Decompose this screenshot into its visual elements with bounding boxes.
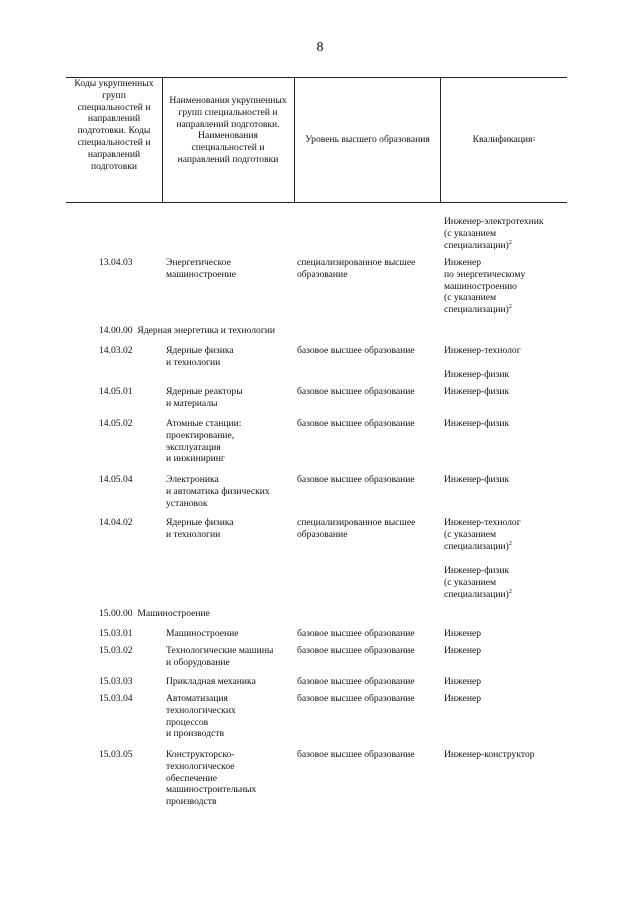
header-qualification-column: Квалификация 1 — [472, 134, 536, 146]
row-name: Ядерные физика и технологии — [166, 517, 234, 540]
row-qualification: Инженер-конструктор — [444, 749, 535, 760]
row-code: 15.03.01 — [99, 628, 133, 639]
row-code: 15.03.05 — [99, 749, 133, 760]
row-qualification: Инженер — [444, 676, 482, 687]
row-name: Машиностроение — [166, 628, 239, 639]
continued-qualification: Инженер-электротехник (с указанием специализации)$^2$ — [444, 216, 544, 251]
page-number: 8 — [316, 40, 324, 55]
row-qualification: Инженер-физик — [444, 369, 510, 380]
row-level: базовое высшее образование — [297, 693, 415, 704]
row-qualification: Инженер-физик — [444, 474, 510, 485]
row-name: Ядерные физика и технологии — [166, 345, 234, 368]
row-name: Атомные станции: проектирование, эксплуатация и инжиниринг — [166, 418, 242, 465]
row-name: Энергетическое машиностроение — [166, 257, 237, 280]
row-level: базовое высшее образование — [297, 345, 415, 356]
row-name: Конструкторско- технологическое обеспечение машиностроительных производств — [166, 749, 257, 808]
row-code: 15.03.03 — [99, 676, 133, 687]
header-code-column: Коды укрупненных групп специальностей и направлений подготовки. Коды специальностей и направлений подготовки — [74, 78, 154, 172]
row-qualification: Инженер по энергетическому машиностроению (с указанием специализации)$^2$ — [444, 257, 526, 316]
row-level: специализированное высшее образование — [297, 517, 416, 540]
row-code: 14.05.04 — [99, 474, 133, 485]
row-level: базовое высшее образование — [297, 749, 415, 760]
row-code: 13.04.03 — [99, 257, 133, 268]
row-name: Ядерные реакторы и материалы — [166, 386, 243, 409]
row-qualification: Инженер-физик (с указанием специализации)$^2$ — [444, 565, 512, 600]
row-level: базовое высшее образование — [297, 628, 415, 639]
group-heading: 15.00.00 Машиностроение — [99, 608, 210, 619]
row-level: базовое высшее образование — [297, 645, 415, 656]
row-qualification: Инженер — [444, 628, 482, 639]
row-code: 15.03.02 — [99, 645, 133, 656]
row-name: Автоматизация технологических процессов и производств — [166, 693, 236, 740]
row-qualification: Инженер-технолог (с указанием специализации)$^2$ — [444, 517, 521, 552]
row-code: 14.03.02 — [99, 345, 133, 356]
header-divider-1 — [162, 77, 163, 203]
group-heading: 14.00.00 Ядерная энергетика и технологии — [99, 325, 276, 336]
row-name: Прикладная механика — [166, 676, 256, 687]
row-qualification: Инженер — [444, 693, 482, 704]
row-level: базовое высшее образование — [297, 386, 415, 397]
row-level: базовое высшее образование — [297, 676, 415, 687]
header-level-column: Уровень высшего образования — [305, 134, 430, 146]
row-level: базовое высшее образование — [297, 474, 415, 485]
row-name: Электроника и автоматика физических установок — [166, 474, 270, 509]
row-qualification: Инженер-физик — [444, 386, 510, 397]
header-name-column: Наименования укрупненных групп специальностей и направлений подготовки. Наименования специальностей и направлений подготовки — [169, 95, 287, 165]
row-qualification: Инженер-технолог — [444, 345, 521, 356]
row-code: 15.03.04 — [99, 693, 133, 704]
row-name: Технологические машины и оборудование — [166, 645, 274, 668]
row-level: специализированное высшее образование — [297, 257, 416, 280]
row-code: 14.05.02 — [99, 418, 133, 429]
row-qualification: Инженер-физик — [444, 418, 510, 429]
row-level: базовое высшее образование — [297, 418, 415, 429]
row-qualification: Инженер — [444, 645, 482, 656]
row-code: 14.04.02 — [99, 517, 133, 528]
row-code: 14.05.01 — [99, 386, 133, 397]
